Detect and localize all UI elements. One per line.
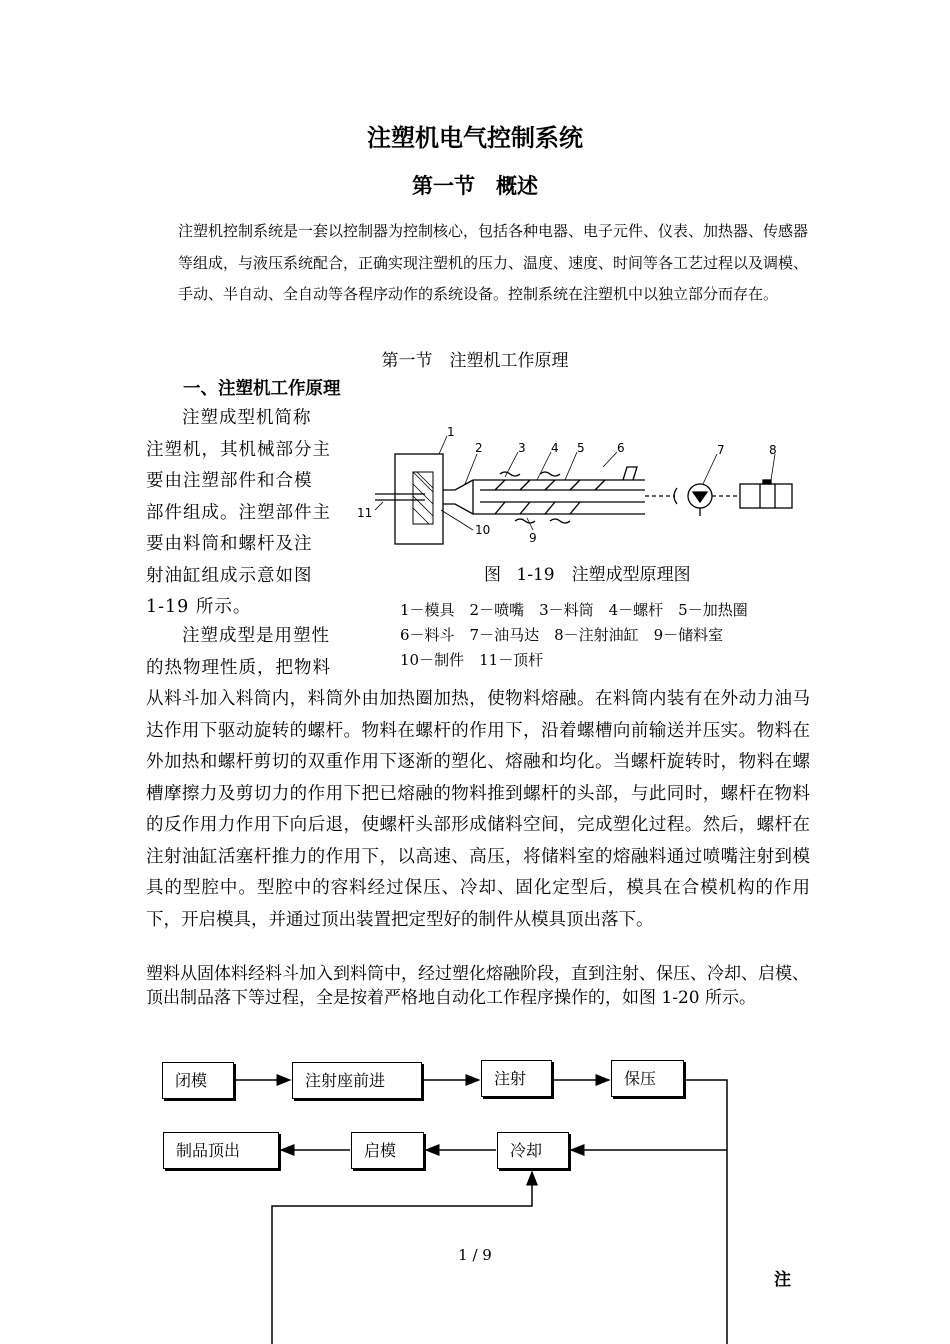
flow-box-carriage-forward: 注射座前进 <box>292 1062 422 1099</box>
narrow-line: 注塑机，其机械部分主 <box>146 439 331 460</box>
flow-box-cooling: 冷却 <box>497 1132 569 1169</box>
narrow-line: 注塑成型是用塑性 <box>182 626 330 646</box>
flow-box-close-mold: 闭模 <box>162 1062 234 1099</box>
narrow-line: 的热物理性质，把物料 <box>146 657 331 678</box>
figure-label: 11 <box>357 506 373 520</box>
section-subtitle: 第一节 概述 <box>412 174 538 198</box>
body-paragraph: 从料斗加入料筒内，料筒外由加热圈加热，使物料熔融。在料筒内装有在外动力油马达作用下驱动旋转的螺杆。物料在螺杆的作用下，沿着螺槽向前输送并压实。物料在外加热和螺杆剪切的双重作用下逐渐的塑化、熔融和均化。当螺杆旋转时，物料在螺槽摩擦力及剪切力的作用下把已熔融的物料推到螺杆的头部，与此同时，螺杆在物料的反作用力作用下向后退，使螺杆头部形成储料空间，完成塑化过程。然后，螺杆在注射油缸活塞杆推力的作用下，以高速、高压，将储料室的熔融料通过喷嘴注射到模具的型腔中。型腔中的容料经过保压、冷却、固化定型后，模具在合模机构的作用下，开启模具，并通过顶出装置把定型好的制件从模具顶出落下。 <box>146 689 810 930</box>
side-note: 注 <box>774 1270 791 1290</box>
figure-label: 5 <box>577 441 585 455</box>
section-heading: 第一节 注塑机工作原理 <box>381 351 569 371</box>
figure-label: 4 <box>551 441 559 455</box>
figure-label: 6 <box>617 441 625 455</box>
narrow-line: 注塑成型机简称 <box>182 408 312 428</box>
heading-1: 一、注塑机工作原理 <box>183 379 341 399</box>
figure-label: 7 <box>717 443 725 457</box>
figure-label: 2 <box>475 441 483 455</box>
narrow-line: 要由注塑部件和合模 <box>146 471 313 491</box>
page-number: 1 / 9 <box>458 1246 492 1264</box>
figure-label: 9 <box>529 531 537 545</box>
figure-label: 8 <box>769 443 777 457</box>
figure-label: 1 <box>447 425 455 439</box>
legend-line: 1－模具 2－喷嘴 3－料筒 4－螺杆 5－加热圈 <box>400 601 748 619</box>
flow-box-injection: 注射 <box>481 1060 552 1097</box>
intro-paragraph: 注塑机控制系统是一套以控制器为控制核心，包括各种电器、电子元件、仪表、加热器、传感器等组成，与液压系统配合，正确实现注塑机的压力、温度、速度、时间等各工艺过程以及调模、手动、半自动、全自动等各程序动作的系统设备。控制系统在注塑机中以独立部分而存在。 <box>178 222 809 303</box>
flow-box-eject-product: 制品顶出 <box>163 1132 279 1169</box>
flow-box-hold-pressure: 保压 <box>611 1060 684 1097</box>
figure-label: 3 <box>518 441 526 455</box>
figure-caption: 图 1-19 注塑成型原理图 <box>484 565 691 585</box>
legend-line: 6－料斗 7－油马达 8－注射油缸 9－储料室 <box>400 626 724 644</box>
narrow-line: 1-19 所示。 <box>146 597 252 617</box>
flow-box-open-mold: 启模 <box>351 1132 424 1169</box>
document-title: 注塑机电气控制系统 <box>367 124 583 152</box>
narrow-line: 部件组成。注塑部件主 <box>146 502 331 523</box>
narrow-line: 要由料筒和螺杆及注 <box>146 534 313 554</box>
narrow-line: 射油缸组成示意如图 <box>146 565 313 586</box>
figure-label: 10 <box>475 523 491 537</box>
legend-line: 10－制件 11－顶杆 <box>400 651 544 669</box>
paragraph-2: 塑料从固体料经料斗加入到料筒中，经过塑化熔融阶段，直到注射、保压、冷却、启模、顶出制品落下等过程，全是按着严格地自动化工作程序操作的，如图 1-20 所示。 <box>146 964 809 1008</box>
